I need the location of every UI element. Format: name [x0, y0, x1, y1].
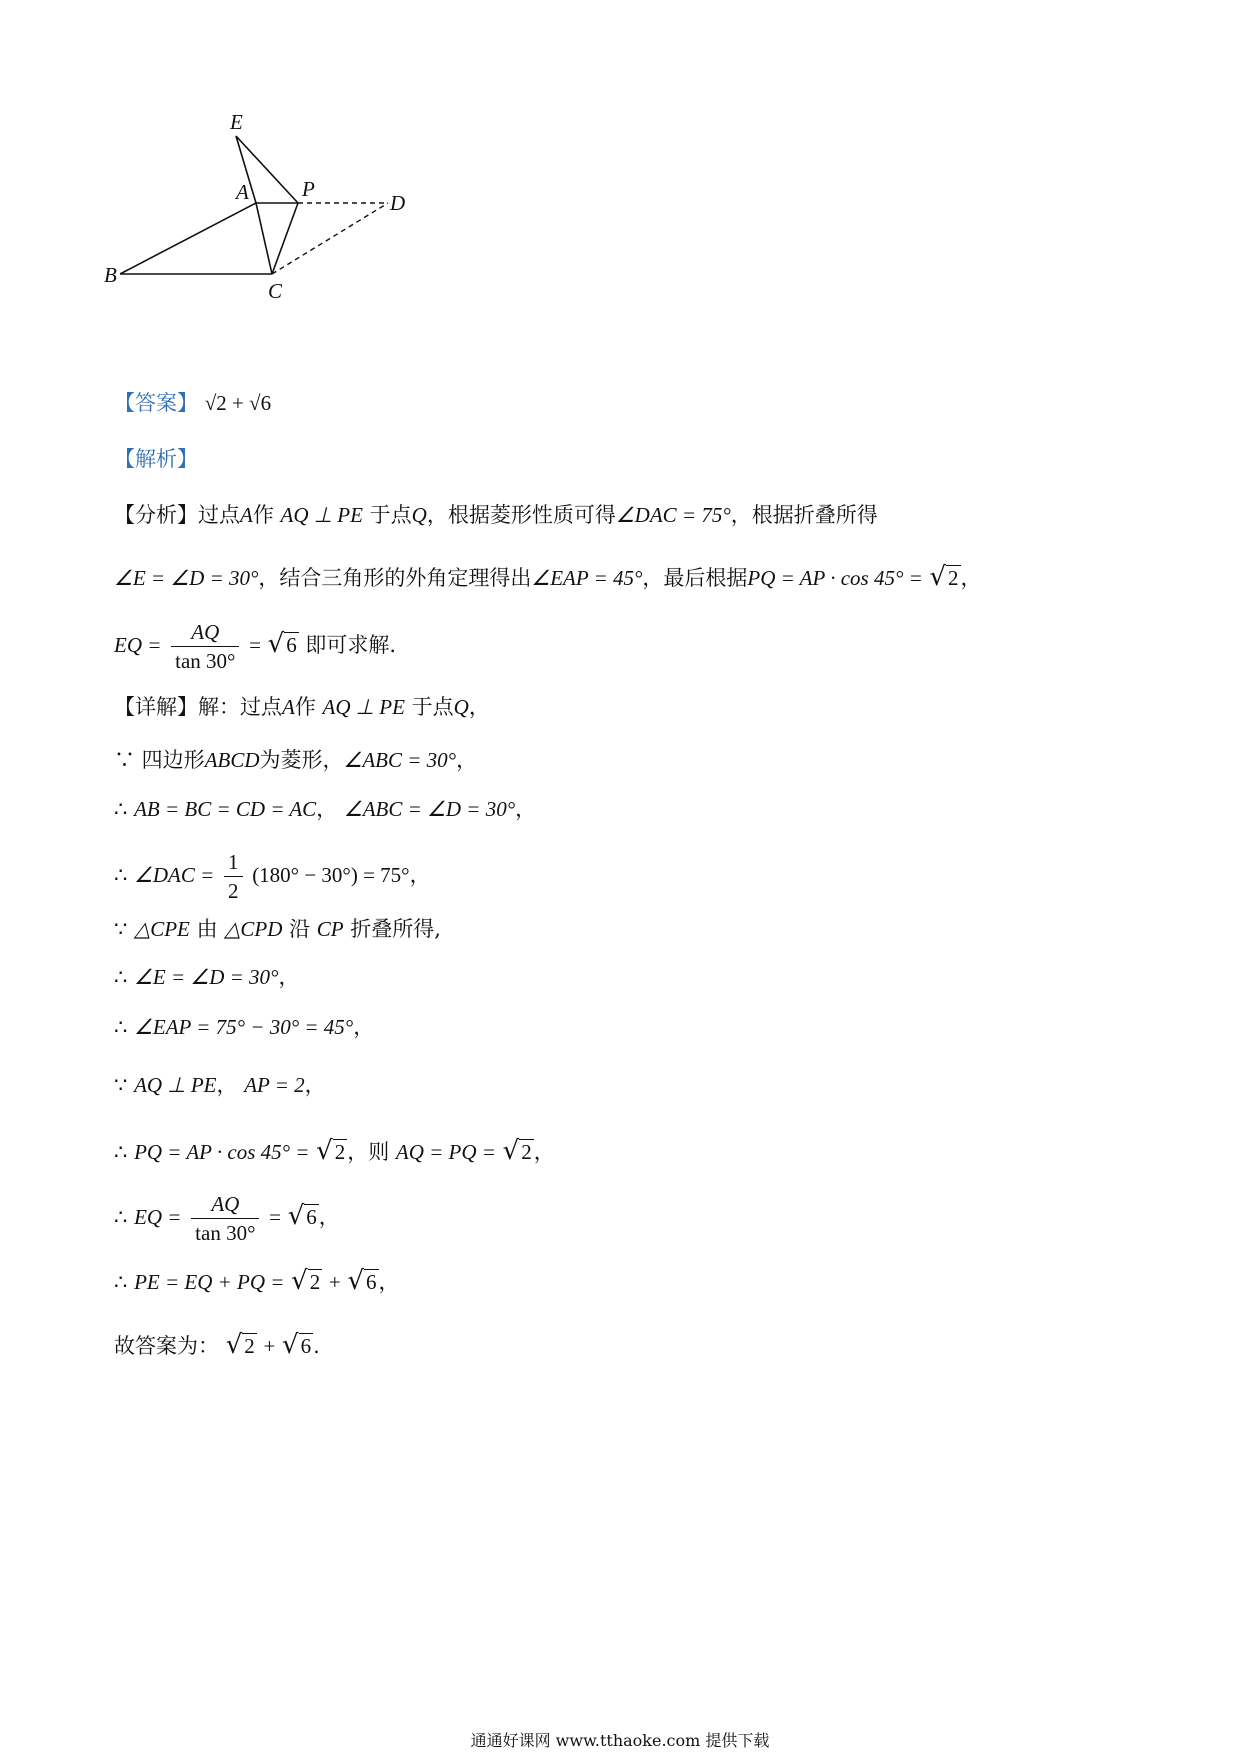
denominator: tan 30° — [175, 649, 236, 673]
detail-line-1 — [114, 690, 490, 724]
text: 解：过点 — [198, 695, 282, 719]
sqrt: √6 — [287, 1201, 317, 1231]
text: ∵ — [114, 1073, 128, 1097]
text: 于点 — [411, 695, 454, 719]
detail-line-10 — [114, 1190, 340, 1247]
text: ， — [353, 1015, 375, 1039]
analysis-line-1 — [114, 498, 878, 532]
detail-line-12 — [114, 1328, 320, 1363]
sqrt: √2 — [291, 1266, 321, 1296]
radicand: 6 — [306, 1205, 317, 1229]
text: 即可求解. — [305, 633, 397, 657]
detail-line-5 — [114, 912, 441, 946]
text: 过点 — [198, 503, 240, 527]
math: PE = EQ + PQ = — [134, 1270, 285, 1294]
math: ∠E = ∠D = 30° — [114, 566, 259, 590]
math: AQ = PQ = — [395, 1140, 496, 1164]
text: 于点 — [369, 503, 412, 527]
label-B: B — [104, 263, 117, 287]
text: ∵ 四边形 — [114, 748, 205, 772]
denominator: 2 — [228, 879, 239, 903]
answer-line — [114, 386, 271, 420]
math: A — [240, 503, 253, 527]
math: (180° − 30°) = 75° — [252, 863, 410, 887]
segment-CD-dashed — [272, 203, 388, 274]
detail-line-3 — [114, 792, 536, 826]
math: Q — [453, 695, 469, 719]
math: ∠DAC = — [134, 863, 215, 887]
text: 作 — [252, 503, 274, 527]
text: ∴ — [114, 1140, 128, 1164]
math: AB = BC = CD = AC — [134, 797, 317, 821]
text: ∴ — [114, 1205, 128, 1229]
math: EQ = — [114, 633, 162, 657]
detail-line-11 — [114, 1264, 400, 1299]
analysis-subtag: 【分析】 — [114, 503, 198, 527]
sqrt: √2 — [502, 1136, 532, 1166]
analysis-line-3 — [114, 618, 396, 675]
text: ， — [468, 695, 490, 719]
math: AP = 2 — [244, 1073, 305, 1097]
math: ∠E = ∠D = 30° — [134, 965, 279, 989]
math: A — [282, 695, 295, 719]
math: ∠EAP = 75° − 30° = 45° — [134, 1015, 354, 1039]
text: ， — [409, 863, 431, 887]
math: △CPD — [224, 917, 283, 941]
fraction — [224, 848, 243, 905]
radicand: 2 — [521, 1140, 532, 1164]
math: ABCD — [204, 748, 260, 772]
detail-tag: 【详解】 — [114, 695, 198, 719]
sqrt: √2 — [316, 1136, 346, 1166]
detail-line-4 — [114, 848, 431, 905]
math: ∠EAP = 45° — [531, 566, 643, 590]
math: PQ = AP · cos 45° = — [747, 566, 923, 590]
math: AQ ⊥ PE — [134, 1073, 217, 1097]
radicand: 6 — [300, 1334, 312, 1358]
sqrt: √6 — [267, 629, 297, 659]
fraction — [191, 1190, 259, 1247]
sqrt: √2 — [929, 562, 959, 592]
text: ， — [316, 797, 338, 821]
math: Q — [411, 503, 427, 527]
text: ，根据菱形性质可得 — [426, 503, 616, 527]
math: ∠DAC = 75° — [615, 503, 731, 527]
page-footer: 通通好课网 www.tthaoke.com 提供下载 — [470, 1731, 770, 1750]
math: PQ = AP · cos 45° = — [134, 1140, 310, 1164]
analysis-tag: 【解析】 — [114, 447, 198, 471]
label-P: P — [302, 177, 315, 201]
text: 由 — [196, 917, 218, 941]
text: ， — [278, 965, 300, 989]
text: . — [313, 1334, 320, 1358]
text: ∵ — [114, 917, 128, 941]
radicand: 2 — [948, 566, 959, 590]
answer-tag: 【答案】 — [114, 391, 198, 415]
text: ， — [456, 748, 478, 772]
radicand: 2 — [334, 1140, 346, 1164]
sqrt: √2 — [225, 1330, 255, 1360]
segment-BA — [120, 203, 256, 274]
text: ，根据折叠所得 — [730, 503, 878, 527]
text: ， — [304, 1073, 326, 1097]
math: EQ = — [134, 1205, 182, 1229]
detail-line-7 — [114, 1010, 374, 1044]
math: ∠ABC = 30° — [343, 748, 457, 772]
radicand: 2 — [244, 1334, 255, 1358]
answer-value: √2 + √6 — [204, 391, 272, 415]
detail-line-8 — [114, 1068, 326, 1102]
radicand: 6 — [286, 633, 297, 657]
math: △CPE — [134, 917, 190, 941]
analysis-line-2 — [114, 560, 982, 595]
text: ∴ — [114, 797, 128, 821]
text: ， — [378, 1270, 400, 1294]
text: 沿 — [289, 917, 311, 941]
text: ， — [960, 566, 982, 590]
sqrt: √6 — [347, 1266, 377, 1296]
label-E: E — [230, 110, 243, 134]
numerator: 1 — [224, 848, 243, 877]
math: AQ ⊥ PE — [280, 503, 363, 527]
radicand: 6 — [366, 1270, 377, 1294]
label-D: D — [390, 191, 406, 215]
fraction — [171, 618, 239, 675]
detail-line-2 — [114, 743, 477, 777]
text: ∴ — [114, 1270, 128, 1294]
text: ， — [515, 797, 537, 821]
sqrt: √6 — [281, 1330, 312, 1360]
text: ， — [533, 1140, 555, 1164]
text: ∴ — [114, 863, 128, 887]
math: AQ ⊥ PE — [322, 695, 405, 719]
math: = — [269, 1205, 282, 1229]
label-C: C — [268, 279, 283, 303]
numerator: AQ — [191, 1190, 259, 1219]
analysis-tag-line — [114, 442, 198, 476]
text: ， — [216, 1073, 238, 1097]
segment-AC — [256, 203, 272, 274]
text: ， — [318, 1205, 340, 1229]
text: ，结合三角形的外角定理得出 — [258, 566, 532, 590]
math: = — [249, 633, 261, 657]
text: 折叠所得, — [350, 917, 441, 941]
denominator: tan 30° — [195, 1221, 256, 1245]
text: ∴ — [114, 965, 128, 989]
detail-line-6 — [114, 960, 299, 994]
text: 故答案为： — [114, 1334, 219, 1358]
detail-line-9 — [114, 1134, 555, 1169]
radicand: 2 — [309, 1270, 321, 1294]
text: 作 — [294, 695, 316, 719]
segment-PC — [272, 203, 298, 274]
text: ，最后根据 — [642, 566, 748, 590]
numerator: AQ — [171, 618, 239, 647]
label-A: A — [236, 180, 249, 204]
text: 为菱形， — [259, 748, 344, 772]
rhombus-fold-diagram — [96, 96, 436, 306]
geometry-figure — [96, 96, 436, 306]
math: + — [263, 1334, 276, 1358]
text: ，则 — [347, 1140, 390, 1164]
math: ∠ABC = ∠D = 30° — [343, 797, 516, 821]
math: CP — [316, 917, 344, 941]
math: + — [328, 1270, 341, 1294]
text: ∴ — [114, 1015, 128, 1039]
